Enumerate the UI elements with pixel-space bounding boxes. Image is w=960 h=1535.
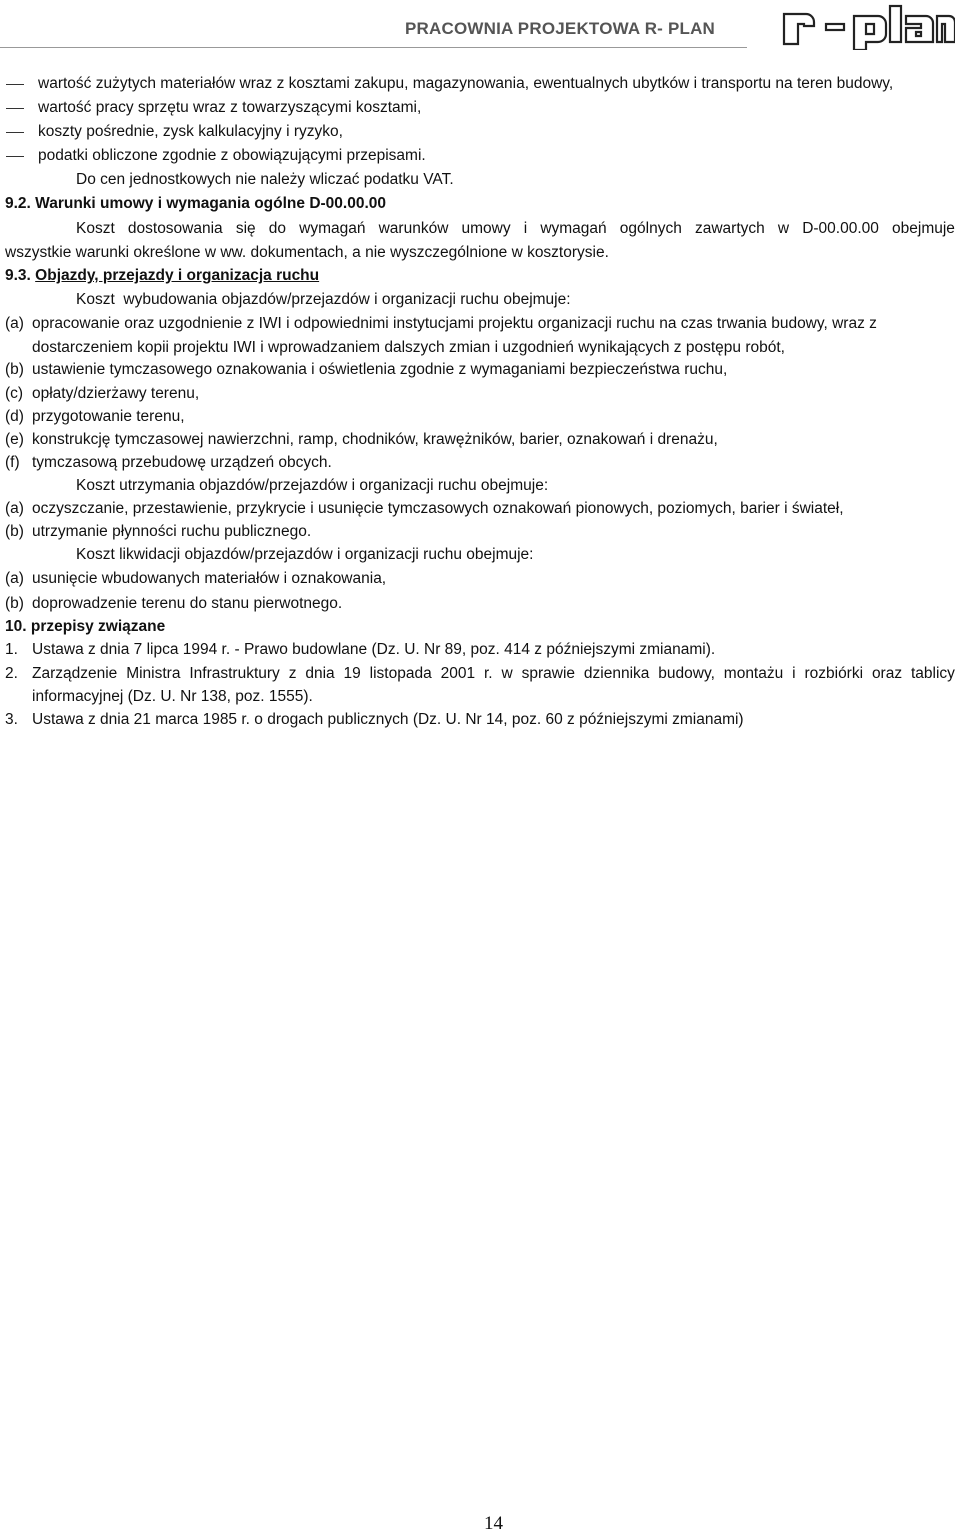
word: Infrastruktury [189,665,280,682]
word: dziennika [583,665,650,682]
page-header [0,0,960,50]
item-label: (b) [5,361,24,378]
item-text: opłaty/dzierżawy terenu, [32,385,200,402]
item-text: konstrukcję tymczasowej nawierzchni, ramp, chodników, krawężników, barier, oznakowań i drenażu, [32,431,718,448]
word: 19 [343,665,361,682]
list-item [0,407,960,427]
item-text: oczyszczanie, przestawienie, przykrycie i usunięcie tymczasowych oznakowań pionowych, poziomych, barier i świateł, [32,500,844,517]
item-label: (d) [5,408,24,425]
item-label: (a) [5,570,24,587]
item-label: 3. [5,711,18,728]
word: listopada [369,665,432,682]
list-item-text: podatki obliczone zgodnie z obowiązującymi przepisami. [38,147,426,164]
item-label: (b) [5,595,24,612]
section-9-3-number: 9.3. [5,267,31,284]
page-number: 14 [484,1513,503,1534]
dash-bullet [6,108,24,109]
word: r. [483,665,493,682]
list-item [0,594,960,614]
list-item-text: wartość zużytych materiałów wraz z kosztami zakupu, magazynowania, ewentualnych ubytków i transportu na teren budowy, [38,75,894,92]
word: tablicy [910,665,955,682]
list-item [0,569,960,589]
header-divider [0,47,747,48]
list-item [0,314,960,334]
list-item [0,499,960,519]
list-item [0,522,960,542]
word: i [523,220,528,237]
item-label: 2. [5,665,18,682]
word: dnia [305,665,335,682]
list-item [0,640,960,660]
item-text: przygotowanie terenu, [32,408,185,425]
item-text [32,664,955,684]
item-text-continuation: informacyjnej (Dz. U. Nr 138, poz. 1555). [32,688,313,705]
word: ogólnych [619,220,682,237]
word: budowy, [658,665,715,682]
dash-bullet [6,84,24,85]
item-text: doprowadzenie terenu do stanu pierwotnego. [32,595,343,612]
word: w [777,220,790,237]
item-text: utrzymanie płynności ruchu publicznego. [32,523,312,540]
word: sprawie [521,665,576,682]
item-text: Ustawa z dnia 7 lipca 1994 r. - Prawo budowlane (Dz. U. Nr 89, poz. 414 z późniejszymi zmianami). [32,641,716,658]
section-9-3-title: Objazdy, przejazdy i organizacja ruchu [35,267,320,284]
word: oraz [871,665,903,682]
list-item [0,664,960,684]
word: i [792,665,796,682]
word: umowy [461,220,511,237]
remove-intro: Koszt likwidacji objazdów/przejazdów i organizacji ruchu obejmuje: [76,546,534,563]
word: rozbiórki [804,665,864,682]
list-item [0,453,960,473]
maintain-intro: Koszt utrzymania objazdów/przejazdów i organizacji ruchu obejmuje: [76,477,549,494]
r-plan-logo [780,2,955,50]
section-10-heading: 10. przepisy związane [5,618,166,635]
word: Zarządzenie [32,665,118,682]
section-9-2-paragraph-line [76,219,955,239]
word: warunków [378,220,449,237]
word: obejmuje [892,220,955,237]
item-label: (c) [5,385,24,402]
list-item-text: wartość pracy sprzętu wraz z towarzyszącymi kosztami, [38,99,422,116]
item-label: (e) [5,431,24,448]
word: wymagań [299,220,366,237]
item-text: ustawienie tymczasowego oznakowania i oświetlenia zgodnie z wymaganiami bezpieczeństwa ruchu, [32,361,728,378]
build-intro: Koszt wybudowania objazdów/przejazdów i organizacji ruchu obejmuje: [76,291,571,308]
word: się [235,220,256,237]
list-item [0,430,960,450]
word: 2001 [440,665,476,682]
list-item [0,360,960,380]
word: Ministra [126,665,181,682]
item-label: (b) [5,523,24,540]
word: w [501,665,513,682]
word: montażu [723,665,784,682]
header-title: PRACOWNIA PROJEKTOWA R- PLAN [405,19,716,38]
dash-bullet [6,132,24,133]
item-label: (f) [5,454,20,471]
item-label: (a) [5,315,24,332]
item-text-continuation: dostarczeniem kopii projektu IWI i wprowadzaniem dalszych zmian i uzgodnień wynikających z postępu robót, [32,339,785,356]
word: z [288,665,297,682]
item-text: usunięcie wbudowanych materiałów i oznakowania, [32,570,387,587]
section-9-2-heading: 9.2. Warunki umowy i wymagania ogólne D-00.00.00 [5,195,387,212]
list-item [0,384,960,404]
word: wymagań [540,220,607,237]
word: dostosowania [127,220,223,237]
word: Koszt [76,220,115,237]
section-9-3-heading [5,266,319,286]
item-label: (a) [5,500,24,517]
section-9-2-paragraph-line: wszystkie warunki określone w ww. dokumentach, a nie wyszczególnione w kosztorysie. [5,244,609,261]
item-text: opracowanie oraz uzgodnienie z IWI i odpowiednimi instytucjami projektu organizacji ruchu na czas trwania budowy, wraz z [32,315,877,332]
word: D-00.00.00 [802,220,879,237]
vat-note: Do cen jednostkowych nie należy wliczać podatku VAT. [76,171,454,188]
list-item [0,710,960,730]
list-item-text: koszty pośrednie, zysk kalkulacyjny i ryzyko, [38,123,343,140]
item-text: Ustawa z dnia 21 marca 1985 r. o drogach publicznych (Dz. U. Nr 14, poz. 60 z późniejszymi zmianami) [32,711,744,728]
word: do [268,220,287,237]
item-label: 1. [5,641,18,658]
item-text: tymczasową przebudowę urządzeń obcych. [32,454,332,471]
word: zawartych [694,220,765,237]
dash-bullet [6,156,24,157]
